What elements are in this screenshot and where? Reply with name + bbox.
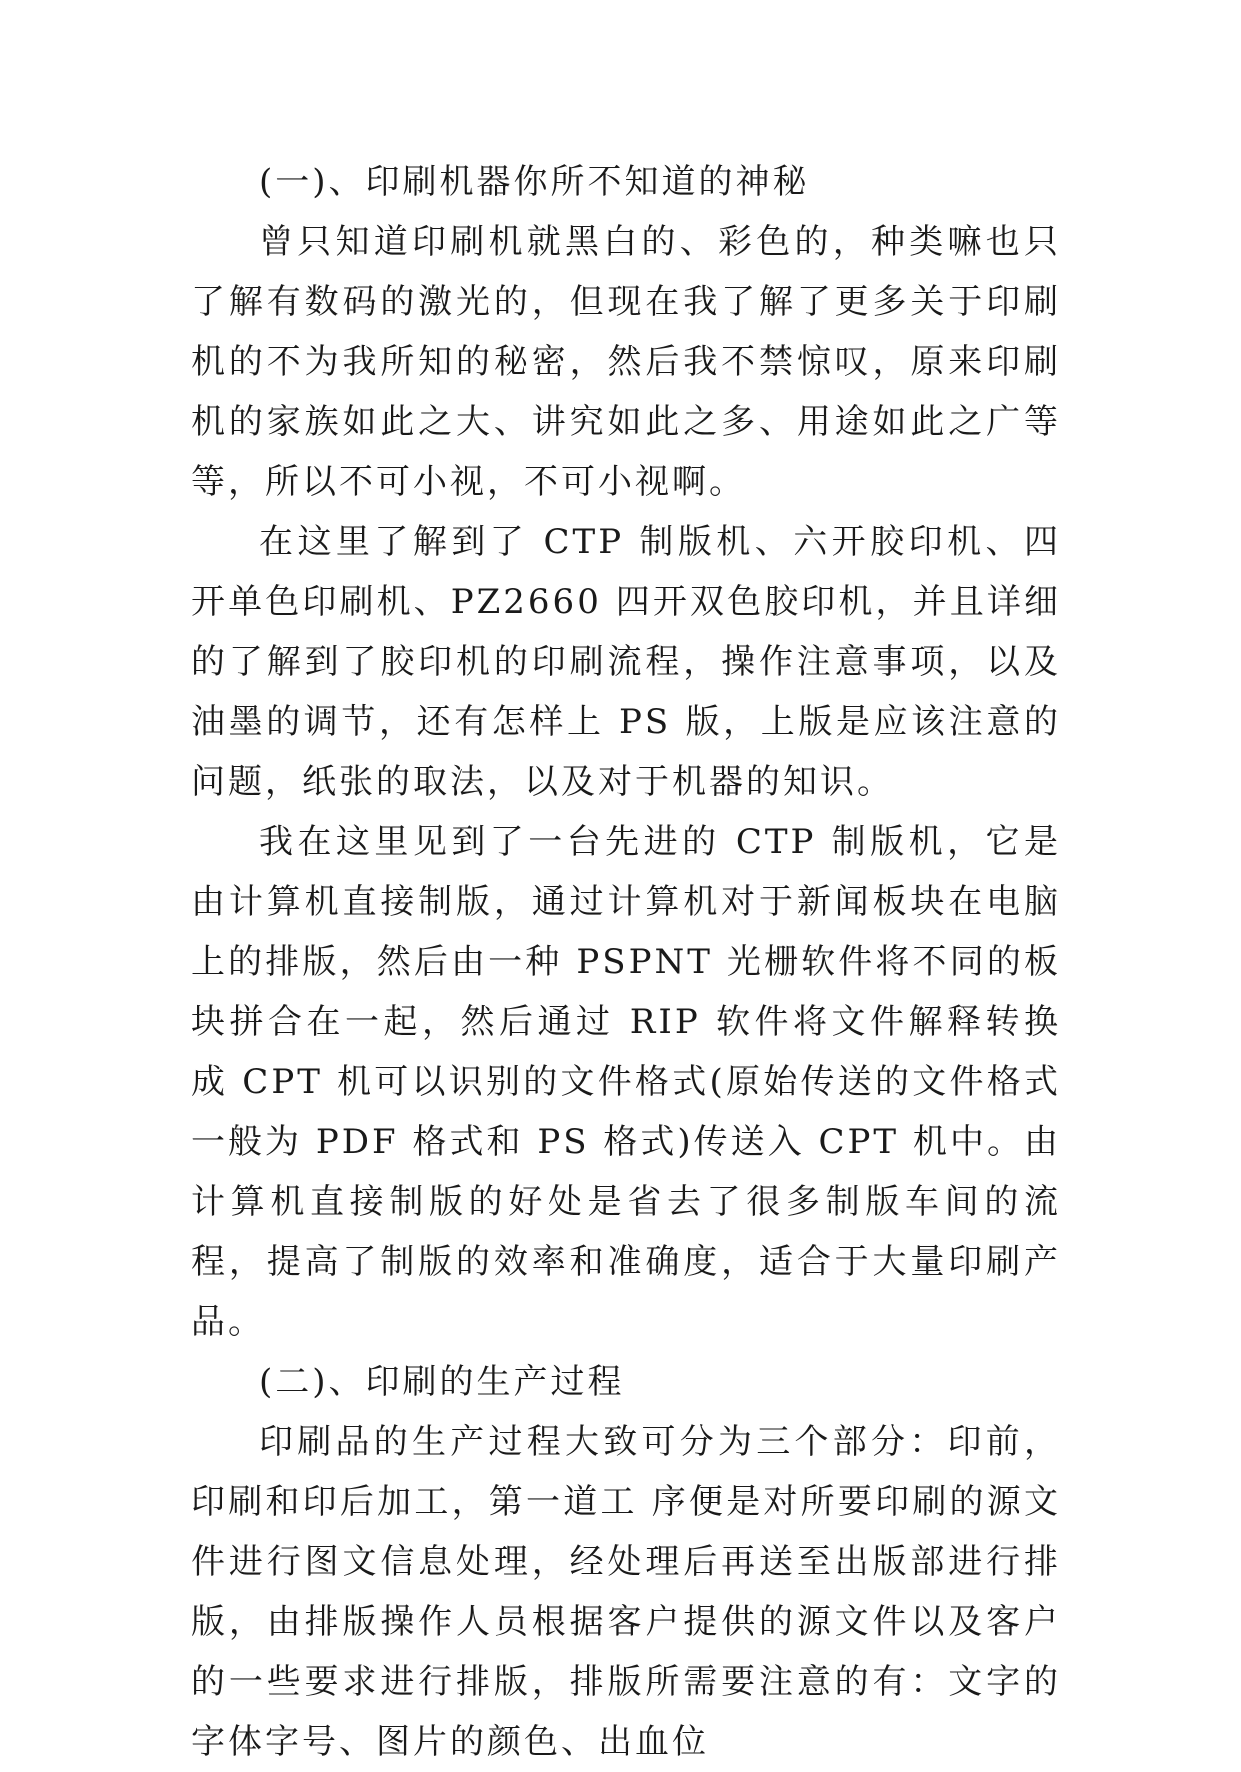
paragraph-machines: 在这里了解到了 CTP 制版机、六开胶印机、四开单色印刷机、PZ2660 四开双色胶印机，并且详细的了解到了胶印机的印刷流程，操作注意事项，以及油墨的调节，还有怎样上 PS 版，上版是应该注意的问题，纸张的取法，以及对于机器的知识。 xyxy=(191,522,1061,802)
section-heading-1: (一)、印刷机器你所不知道的神秘 xyxy=(259,162,810,202)
paragraph-intro: 曾只知道印刷机就黑白的、彩色的，种类嘛也只了解有数码的激光的，但现在我了解了更多关于印刷机的不为我所知的秘密，然后我不禁惊叹，原来印刷机的家族如此之大、讲究如此之多、用途如此之广等等，所以不可小视，不可小视啊。 xyxy=(191,222,1061,502)
paragraph-ctp: 我在这里见到了一台先进的 CTP 制版机，它是由计算机直接制版，通过计算机对于新闻板块在电脑上的排版，然后由一种 PSPNT 光栅软件将不同的板块拼合在一起，然后通过 RIP 软件将文件解释转换成 CPT 机可以识别的文件格式(原始传送的文件格式一般为 PDF 格式和 PS 格式)传送入 CPT 机中。由计算机直接制版的好处是省去了很多制版车间的流程，提高了制版的效率和准确度，适合于大量印刷产品。 xyxy=(191,822,1061,1342)
paragraph-production: 印刷品的生产过程大致可分为三个部分：印前，印刷和印后加工，第一道工 序便是对所要印刷的源文件进行图文信息处理，经处理后再送至出版部进行排版，由排版操作人员根据客户提供的源文件以及客户的一些要求进行排版，排版所需要注意的有：文字的字体字号、图片的颜色、出血位 xyxy=(191,1422,1061,1762)
section-heading-2: (二)、印刷的生产过程 xyxy=(259,1362,625,1402)
body-text xyxy=(191,152,1061,1772)
